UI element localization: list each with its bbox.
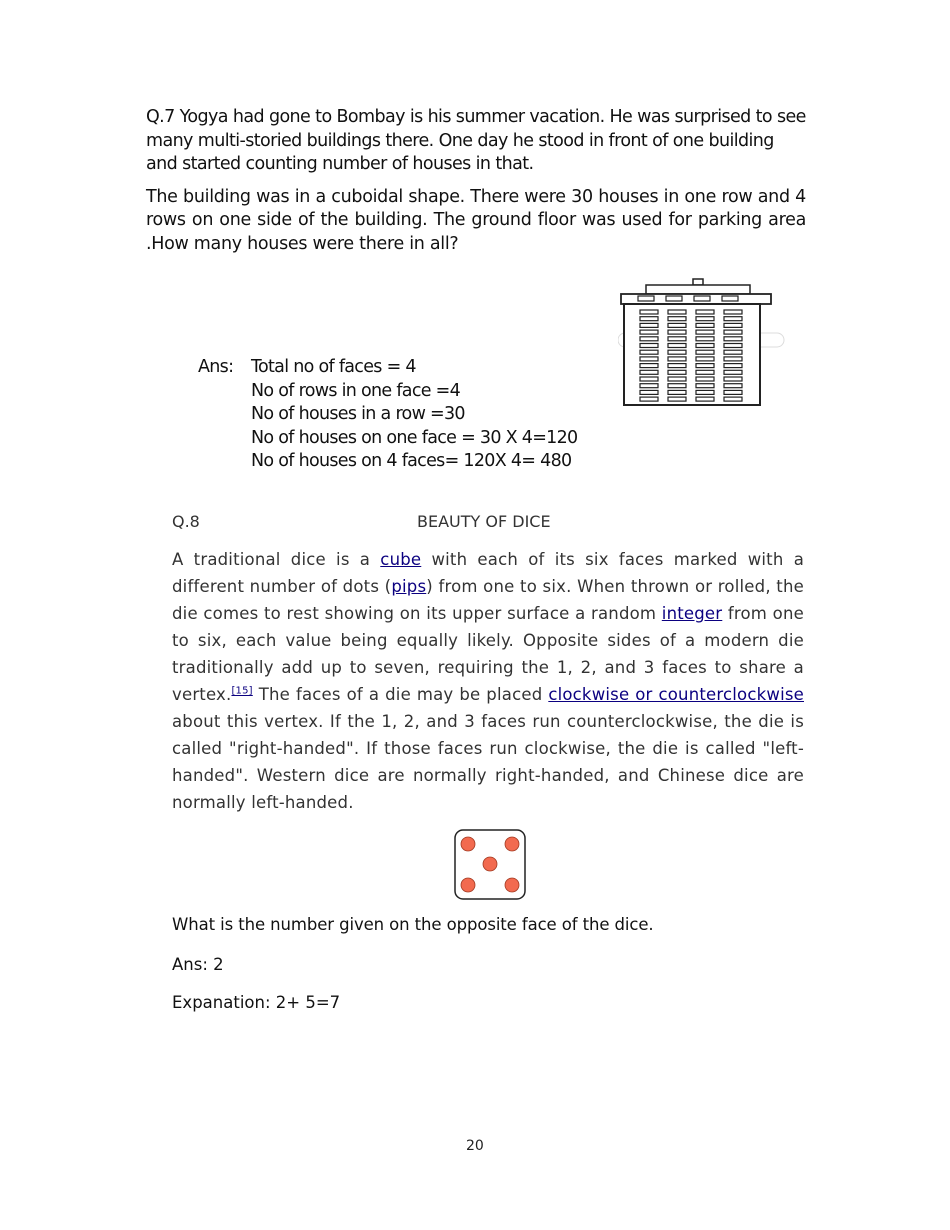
building-window [696, 384, 714, 388]
building-window [696, 350, 714, 354]
building-window [668, 370, 686, 374]
text-segment: from one to six, each value being equally likely. Opposite sides of a modern die traditionally add up to seven, requiring the 1, 2, and 3 faces to share a vertex. [172, 604, 804, 704]
dice-explanation: Expanation: 2+ 5=7 [172, 993, 341, 1012]
building-window [696, 397, 714, 401]
building-window [724, 337, 742, 341]
building-window [696, 370, 714, 374]
text-segment: The faces of a die may be placed [252, 685, 549, 704]
die-pip [461, 878, 475, 892]
link-clockwise[interactable]: clockwise or counterclockwise [548, 685, 804, 704]
link-cube[interactable]: cube [380, 550, 422, 569]
building-window [640, 317, 658, 321]
building-window [696, 377, 714, 381]
building-window [696, 364, 714, 368]
building-window [724, 330, 742, 334]
building-window [696, 317, 714, 321]
building-window [696, 390, 714, 394]
building-window [696, 344, 714, 348]
building-window [640, 377, 658, 381]
building-window [724, 390, 742, 394]
building-window [696, 357, 714, 361]
building-window [640, 323, 658, 327]
building-window [668, 330, 686, 334]
q7-answer-label: Ans: [198, 357, 234, 377]
die-five-face [454, 829, 526, 900]
building-window [696, 323, 714, 327]
building-window [724, 317, 742, 321]
building-window [668, 364, 686, 368]
reference-link[interactable]: [15] [231, 685, 253, 697]
building-image [618, 275, 788, 410]
building-window [640, 344, 658, 348]
building-window [640, 384, 658, 388]
building-window [724, 364, 742, 368]
text-segment: with each of its six faces marked with a different number of dots ( [172, 550, 805, 596]
die-pip [505, 878, 519, 892]
q8-number: Q.8 [172, 512, 200, 531]
building-window [724, 344, 742, 348]
page-number: 20 [466, 1138, 484, 1154]
building-window [668, 390, 686, 394]
die-pip [483, 857, 497, 871]
question-7 [146, 106, 806, 265]
building-window [668, 397, 686, 401]
answer-line-houses-face: No of houses on one face = 30 X 4=120 [251, 427, 578, 448]
building-window [696, 310, 714, 314]
building-window [640, 390, 658, 394]
q7-paragraph-2: The building was in a cuboidal shape. There were 30 houses in one row and 4 rows on one side of the building. The ground floor was used for parking area .How many houses were there in all? [146, 186, 806, 254]
building-window [640, 310, 658, 314]
building-window [640, 397, 658, 401]
dice-question: What is the number given on the opposite face of the dice. [172, 915, 654, 934]
building-window [724, 370, 742, 374]
building-window [668, 357, 686, 361]
building-window [668, 337, 686, 341]
answer-line-faces: Total no of faces = 4 [251, 357, 416, 377]
building-window [696, 337, 714, 341]
building-window [640, 370, 658, 374]
building-window [724, 384, 742, 388]
building-window [640, 364, 658, 368]
building-window [724, 323, 742, 327]
building-window [668, 310, 686, 314]
building-window [724, 377, 742, 381]
building-window [724, 357, 742, 361]
q7-answer-lines [251, 356, 577, 474]
die-pip [505, 837, 519, 851]
building-window [640, 357, 658, 361]
building-window [724, 397, 742, 401]
answer-line-total: No of houses on 4 faces= 120X 4= 480 [251, 451, 572, 472]
text-segment: A traditional dice is a [172, 550, 381, 569]
text-segment: ) from one to six. When thrown or rolled, the die comes to rest showing on its upper surface a random [172, 577, 804, 623]
building-window [668, 323, 686, 327]
dice-description [172, 546, 804, 816]
building-window [668, 350, 686, 354]
answer-line-houses-row: No of houses in a row =30 [251, 404, 465, 425]
building-window [668, 317, 686, 321]
building-window [640, 350, 658, 354]
building-window [668, 344, 686, 348]
building-window [640, 337, 658, 341]
building-window [724, 350, 742, 354]
building-window [724, 310, 742, 314]
link-integer[interactable]: integer [661, 604, 723, 623]
building-window [668, 377, 686, 381]
building-window [640, 330, 658, 334]
q8-title: BEAUTY OF DICE [417, 512, 551, 531]
q7-paragraph-1: Q.7 Yogya had gone to Bombay is his summer vacation. He was surprised to see many multi-storied buildings there. One day he stood in front of one building and started counting number of houses in that. [146, 107, 806, 174]
text-segment: about this vertex. If the 1, 2, and 3 faces run counterclockwise, the die is called "right-handed". If those faces run clockwise, the die is called "left-handed". Western dice are normally right-handed, and Chinese dice are normally left-handed. [172, 712, 804, 812]
building-window [668, 384, 686, 388]
answer-line-rows: No of rows in one face =4 [251, 380, 461, 401]
building-window [696, 330, 714, 334]
die-pip [461, 837, 475, 851]
dice-answer: Ans: 2 [172, 955, 224, 974]
link-pips[interactable]: pips [391, 577, 427, 596]
